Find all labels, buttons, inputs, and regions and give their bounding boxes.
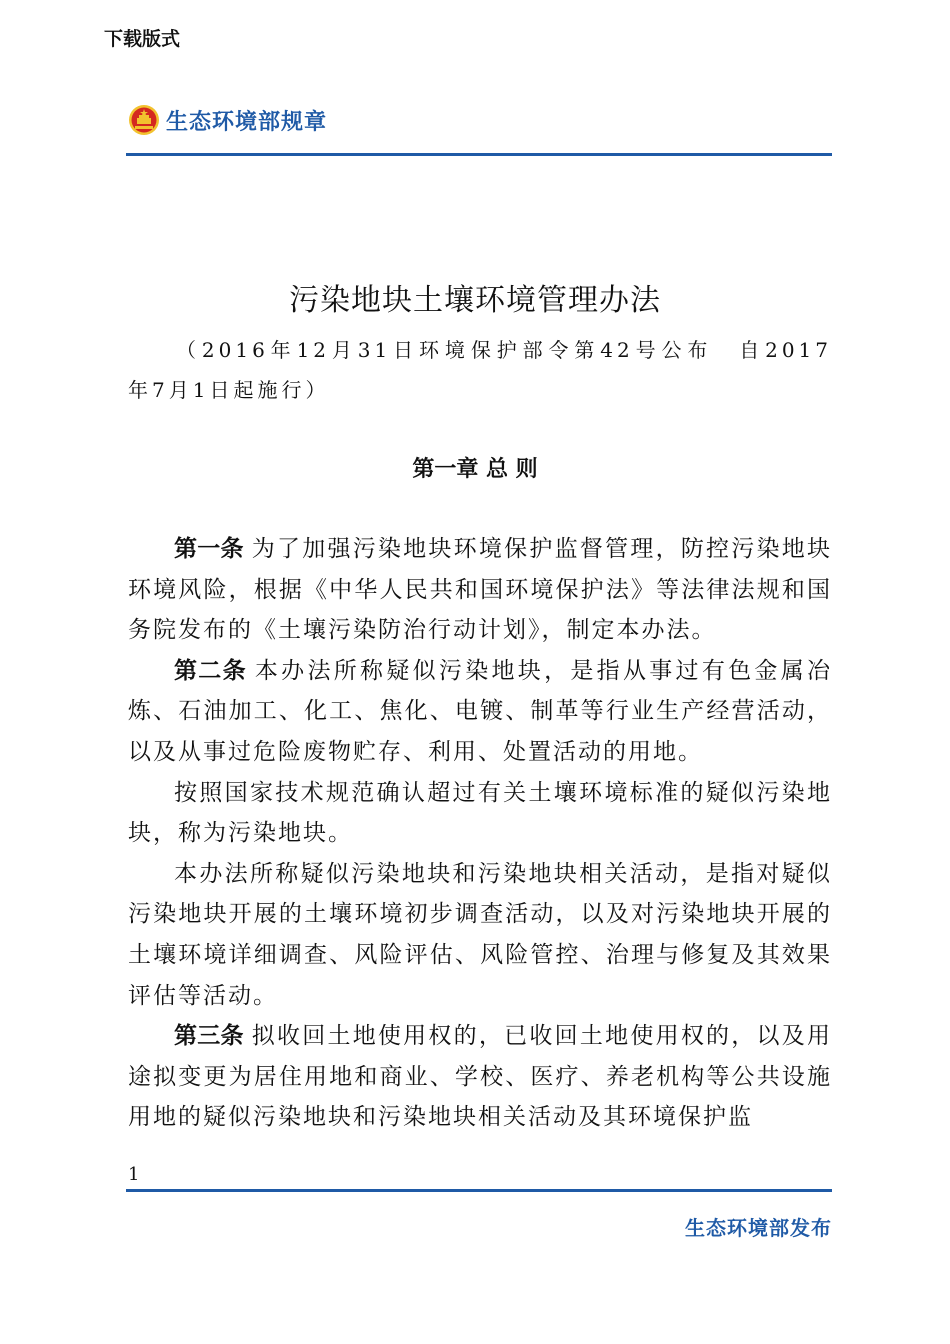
paragraph-text: 拟收回土地使用权的，已收回土地使用权的，以及用途拟变更为居住用地和商业、学校、医疗、养老机构等公共设施用地的疑似污染地块和污染地块相关活动及其环境保护监 xyxy=(128,1023,833,1131)
promulgation-line-2: 年7月1日起施行） xyxy=(128,378,330,402)
document-title: 污染地块土壤环境管理办法 xyxy=(289,283,661,318)
header-divider xyxy=(126,153,832,156)
article-number: 第三条 xyxy=(174,1023,244,1050)
header-title: 生态环境部规章 xyxy=(166,109,328,135)
paragraph-text: 为了加强污染地块环境保护监督管理，防控污染地块环境风险，根据《中华人民共和国环境保护法》等法律法规和国务院发布的《土壤污染防治行动计划》，制定本办法。 xyxy=(128,536,833,644)
footer-publisher: 生态环境部发布 xyxy=(685,1216,832,1240)
promulgation-note xyxy=(128,330,832,410)
promulgation-line-1: （2016年12月31日环境保护部令第42号公布 自2017 xyxy=(176,338,832,362)
paragraph-text: 本办法所称疑似污染地块和污染地块相关活动，是指对疑似污染地块开展的土壤环境初步调查活动，以及对污染地块开展的土壤环境详细调查、风险评估、风险管控、治理与修复及其效果评估等活动。 xyxy=(128,860,832,1009)
download-format-label[interactable]: 下载版式 xyxy=(104,28,181,50)
paragraph xyxy=(128,651,832,773)
paragraph xyxy=(128,529,832,651)
page-number: 1 xyxy=(128,1164,140,1185)
paragraph xyxy=(128,1016,832,1138)
chapter-heading: 第一章 总 则 xyxy=(412,457,538,482)
paragraph-text: 本办法所称疑似污染地块，是指从事过有色金属冶炼、石油加工、化工、焦化、电镀、制革等行业生产经营活动，以及从事过危险废物贮存、利用、处置活动的用地。 xyxy=(128,657,832,765)
article-number: 第一条 xyxy=(174,536,244,562)
national-emblem-icon xyxy=(128,104,160,136)
document-body xyxy=(128,529,832,1138)
paragraph xyxy=(128,773,832,854)
article-number: 第二条 xyxy=(174,657,247,684)
page-header xyxy=(128,102,327,138)
paragraph-text: 按照国家技术规范确认超过有关土壤环境标准的疑似污染地块，称为污染地块。 xyxy=(128,779,832,847)
paragraph xyxy=(128,854,832,1016)
footer-divider xyxy=(126,1189,832,1192)
